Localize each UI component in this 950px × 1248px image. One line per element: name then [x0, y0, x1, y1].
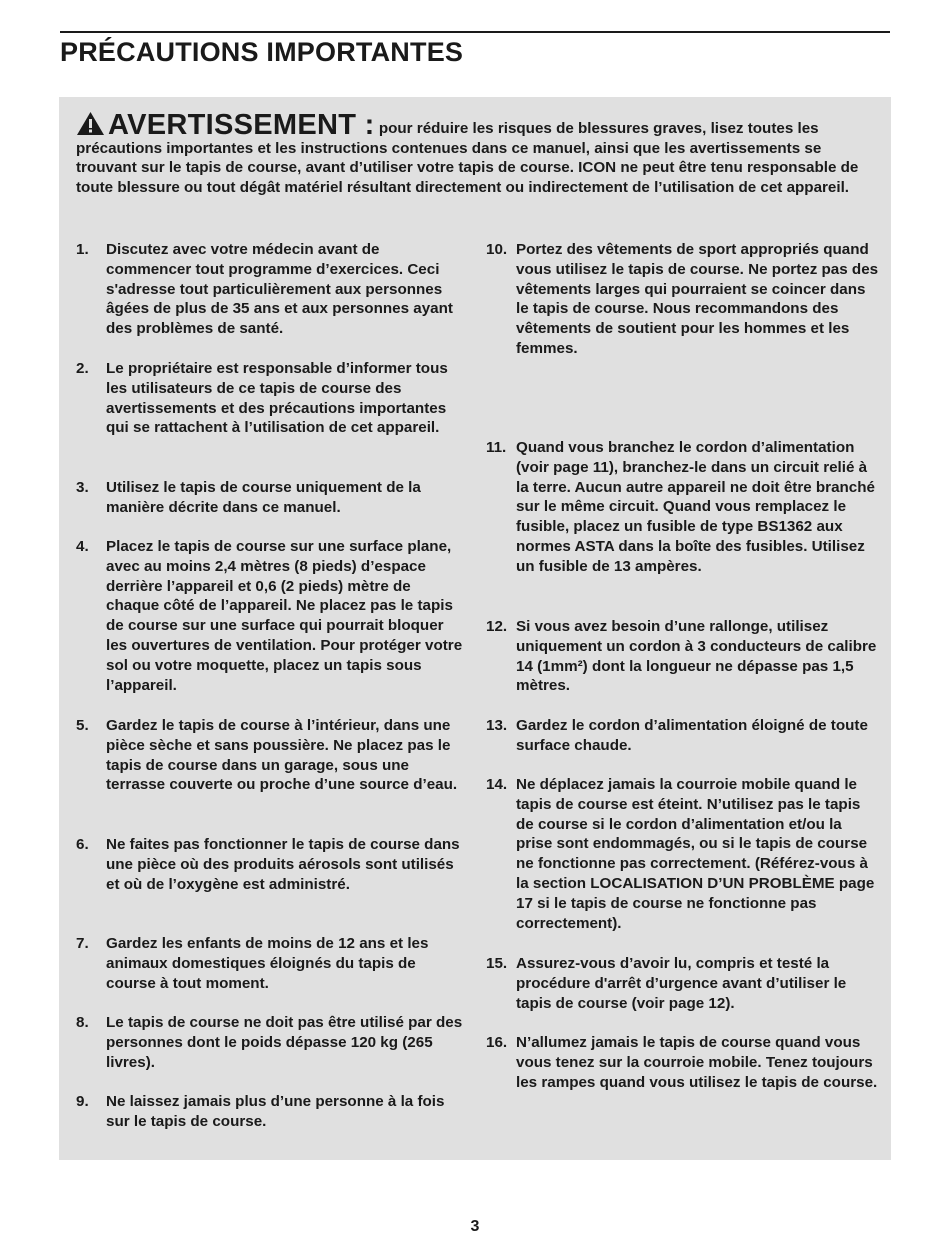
- precaution-text: Discutez avec votre médecin avant de commencer tout programme d’exercices. Ceci s'adresse tout particulièrement aux personnes âgées de plus de 35 ans et aux personnes ayant des problèmes de santé.: [106, 241, 453, 338]
- precaution-text: Si vous avez besoin d’une rallonge, utilisez uniquement un cordon à 3 conducteurs de calibre 14 (1mm²) dont la longueur ne dépasse pas 1,5 mètres.: [516, 618, 877, 695]
- precaution-text: Gardez le tapis de course à l’intérieur, dans une pièce sèche et sans poussière. Ne placez pas le tapis de course dans un garage, sous une terrasse couverte ou proche d’une source d’eau.: [106, 717, 458, 794]
- precaution-number: 6.: [76, 836, 89, 853]
- precaution-item: [486, 240, 879, 359]
- precaution-text: Le propriétaire est responsable d’informer tous les utilisateurs de ce tapis de course des avertissements et des précautions importantes qui se rattachent à l’utilisation de cet appareil.: [106, 360, 448, 437]
- precaution-number: 3.: [76, 479, 89, 496]
- precaution-item: [76, 478, 466, 518]
- precaution-text: Quand vous branchez le cordon d’alimentation (voir page 11), branchez-le dans un circuit relié à la terre. Aucun autre appareil ne doit être branché sur le même circuit. Quand vous remplacez le fusible, placez un fusible de type BS1362 aux normes ASTA dans la boîte des fusibles. Utilisez un fusible de 13 ampères.: [516, 439, 875, 575]
- precaution-item: [76, 240, 466, 339]
- precaution-item: [76, 716, 466, 795]
- precaution-number: 2.: [76, 360, 89, 377]
- precaution-number: 8.: [76, 1014, 89, 1031]
- precaution-text: Le tapis de course ne doit pas être utilisé par des personnes dont le poids dépasse 120 kg (265 livres).: [106, 1014, 463, 1071]
- precaution-number: 1.: [76, 241, 89, 258]
- precaution-number: 16.: [486, 1034, 508, 1051]
- precaution-number: 11.: [486, 439, 507, 456]
- precaution-item: [76, 359, 466, 438]
- precaution-text: Portez des vêtements de sport appropriés quand vous utilisez le tapis de course. Ne portez pas des vêtements larges qui pourraient se coincer dans le tapis de course. Nous recommandons des vêtements de soutient pour les hommes et les femmes.: [516, 241, 879, 357]
- precaution-item: [486, 954, 879, 1013]
- warning-panel: [59, 97, 891, 1160]
- precaution-text: Ne laissez jamais plus d’une personne à la fois sur le tapis de course.: [106, 1093, 445, 1130]
- precaution-number: 7.: [76, 935, 89, 952]
- precaution-text: Assurez-vous d’avoir lu, compris et testé la procédure d'arrêt d’urgence avant d’utiliser le tapis de course (voir page 12).: [516, 955, 847, 1012]
- precaution-item: [486, 716, 879, 756]
- precaution-item: [76, 537, 466, 695]
- precaution-number: 13.: [486, 717, 508, 734]
- precaution-item: [486, 1033, 879, 1092]
- precaution-number: 12.: [486, 618, 508, 635]
- warning-text: pour réduire les risques de blessures graves, lisez toutes les précautions importantes et les instructions contenues dans ce manuel, ainsi que les avertissements se trouvant sur le tapis de course, avant d’utiliser votre tapis de course. ICON ne peut être tenu responsable de toute blessure ou tout dégât matériel résultant directement ou indirectement de l’utilisation de cet appareil.: [76, 120, 859, 197]
- precaution-item: [76, 1013, 466, 1072]
- precaution-text: Gardez les enfants de moins de 12 ans et les animaux domestiques éloignés du tapis de course à tout moment.: [106, 935, 429, 992]
- precaution-item: [486, 617, 879, 696]
- precaution-number: 4.: [76, 538, 89, 555]
- precaution-number: 15.: [486, 955, 508, 972]
- warning-triangle-icon: [76, 111, 105, 136]
- precaution-item: [486, 775, 879, 933]
- warning-block: [76, 111, 876, 198]
- precaution-item: [76, 835, 466, 894]
- page-title: PRÉCAUTIONS IMPORTANTES: [60, 37, 464, 67]
- precaution-item: [76, 934, 466, 993]
- precaution-number: 5.: [76, 717, 89, 734]
- precaution-item: [76, 1092, 466, 1132]
- precaution-text: Utilisez le tapis de course uniquement de la manière décrite dans ce manuel.: [106, 479, 421, 516]
- precaution-text: N’allumez jamais le tapis de course quand vous vous tenez sur la courroie mobile. Tenez toujours les rampes quand vous utilisez le tapis de course.: [516, 1034, 878, 1091]
- page-number: 3: [470, 1218, 480, 1235]
- top-rule: [60, 31, 890, 33]
- precaution-number: 9.: [76, 1093, 89, 1110]
- precaution-number: 14.: [486, 776, 508, 793]
- precaution-text: Placez le tapis de course sur une surface plane, avec au moins 2,4 mètres (8 pieds) d’espace derrière l’appareil et 0,6 (2 pieds) mètre de chaque côté de l’appareil. Ne placez pas le tapis de course sur une surface qui pourrait bloquer les ouvertures de ventilation. Pour protéger votre sol ou votre moquette, placez un tapis sous l’appareil.: [106, 538, 463, 694]
- precaution-text: Ne déplacez jamais la courroie mobile quand le tapis de course est éteint. N’utilisez pas le tapis de course si le cordon d’alimentation et/ou la prise sont endommagés, ou si le tapis de course ne fonctionne pas correctement. (Référez-vous à la section LOCALISATION D’UN PROBLÈME page 17 si le tapis de course ne fonctionne pas correctement).: [516, 776, 875, 932]
- precaution-number: 10.: [486, 241, 508, 258]
- precaution-text: Ne faites pas fonctionner le tapis de course dans une pièce où des produits aérosols sont utilisés et où de l’oxygène est administré.: [106, 836, 460, 893]
- warning-heading: AVERTISSEMENT :: [108, 109, 375, 141]
- precaution-item: [486, 438, 879, 577]
- precaution-text: Gardez le cordon d’alimentation éloigné de toute surface chaude.: [516, 717, 868, 754]
